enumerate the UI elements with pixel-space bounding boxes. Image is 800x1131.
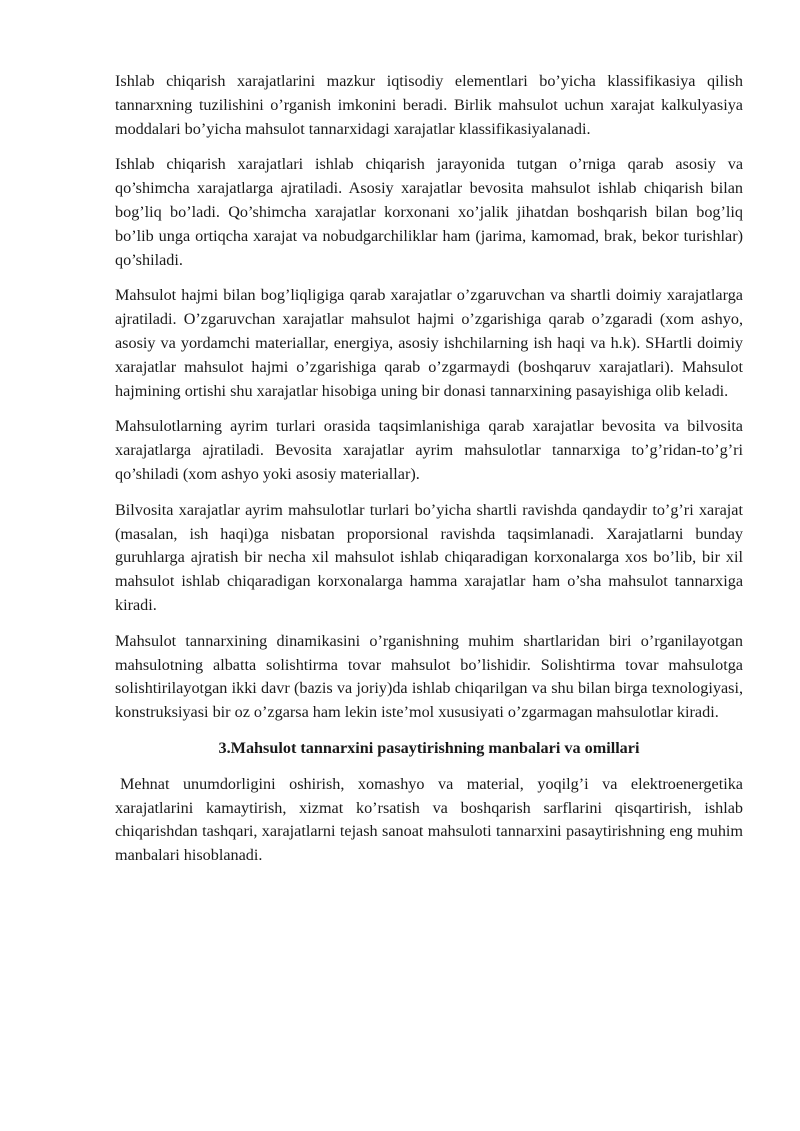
- paragraph-6: Mahsulot tannarxining dinamikasini o’rganishning muhim shartlaridan biri o’rganilayotgan mahsulotning albatta solishtirma tovar mahsulot bo’lishidir. Solishtirma tovar mahsulotga solishtirilayotgan ikki davr (bazis va joriy)da ishlab chiqarilgan va shu bilan birga texnologiyasi, konstruksiyasi bir oz o’zgarsa ham lekin iste’mol xususiyati o’zgarmagan mahsulotlar kiradi.: [115, 631, 743, 722]
- paragraph-3: Mahsulot hajmi bilan bog’liqligiga qarab xarajatlar o’zgaruvchan va shartli doimiy xarajatlarga ajratiladi. O’zgaruvchan xarajatlar mahsulot hajmi o’zgarishiga qarab o’zgaradi (xom ashyo, asosiy va yordamchi materiallar, energiya, asosiy ishchilarning ish haqi va h.k). SHartli doimiy xarajatlar mahsulot hajmi o’zgarishiga qarab o’zgarmaydi (boshqaruv xarajatlari). Mahsulot hajmining ortishi shu xarajatlar hisobiga uning bir donasi tannarxining pasayishiga olib keladi.: [115, 286, 743, 400]
- paragraph-7: Mehnat unumdorligini oshirish, xomashyo va material, yoqilg’i va elektroenergetika xarajatlarini kamaytirish, xizmat ko’rsatish va boshqarish sarflarini qisqartirish, ishlab chiqarishdan tashqari, xarajatlarni tejash sanoat mahsuloti tannarxini pasaytirishning eng muhim manbalari hisoblanadi.: [115, 774, 743, 865]
- document-page: [115, 70, 743, 880]
- paragraph-2: Ishlab chiqarish xarajatlari ishlab chiqarish jarayonida tutgan o’rniga qarab asosiy va qo’shimcha xarajatlarga ajratiladi. Asosiy xarajatlar bevosita mahsulot ishlab chiqarish bilan bog’liq bo’ladi. Qo’shimcha xarajatlar korxonani xo’jalik jihatdan boshqarish bilan bog’liq bo’lib unga ortiqcha xarajat va nobudgarchiliklar ham (jarima, kamomad, brak, bekor turishlar) qo’shiladi.: [115, 155, 743, 269]
- paragraph-4: Mahsulotlarning ayrim turlari orasida taqsimlanishiga qarab xarajatlar bevosita va bilvosita xarajatlarga ajratiladi. Bevosita xarajatlar ayrim mahsulotlar tannarxiga to’g’ridan-to’g’ri qo’shiladi (xom ashyo yoki asosiy materiallar).: [115, 417, 743, 483]
- paragraph-1: Ishlab chiqarish xarajatlarini mazkur iqtisodiy elementlari bo’yicha klassifikasiya qilish tannarxning tuzilishini o’rganish imkonini beradi. Birlik mahsulot uchun xarajat kalkulyasiya moddalari bo’yicha mahsulot tannarxidagi xarajatlar klassifikasiyalanadi.: [115, 72, 743, 138]
- section-heading: 3.Mahsulot tannarxini pasaytirishning manbalari va omillari: [218, 738, 640, 757]
- paragraph-5: Bilvosita xarajatlar ayrim mahsulotlar turlari bo’yicha shartli ravishda qandaydir to’g’ri xarajat (masalan, ish haqi)ga nisbatan proporsional ravishda taqsimlanadi. Xarajatlarni bunday guruhlarga ajratish bir necha xil mahsulot ishlab chiqaradigan korxonalarga xos bo’lib, bir xil mahsulot ishlab chiqaradigan korxonalarga hamma xarajatlar ham o’sha mahsulot tannarxiga kiradi.: [115, 500, 743, 614]
